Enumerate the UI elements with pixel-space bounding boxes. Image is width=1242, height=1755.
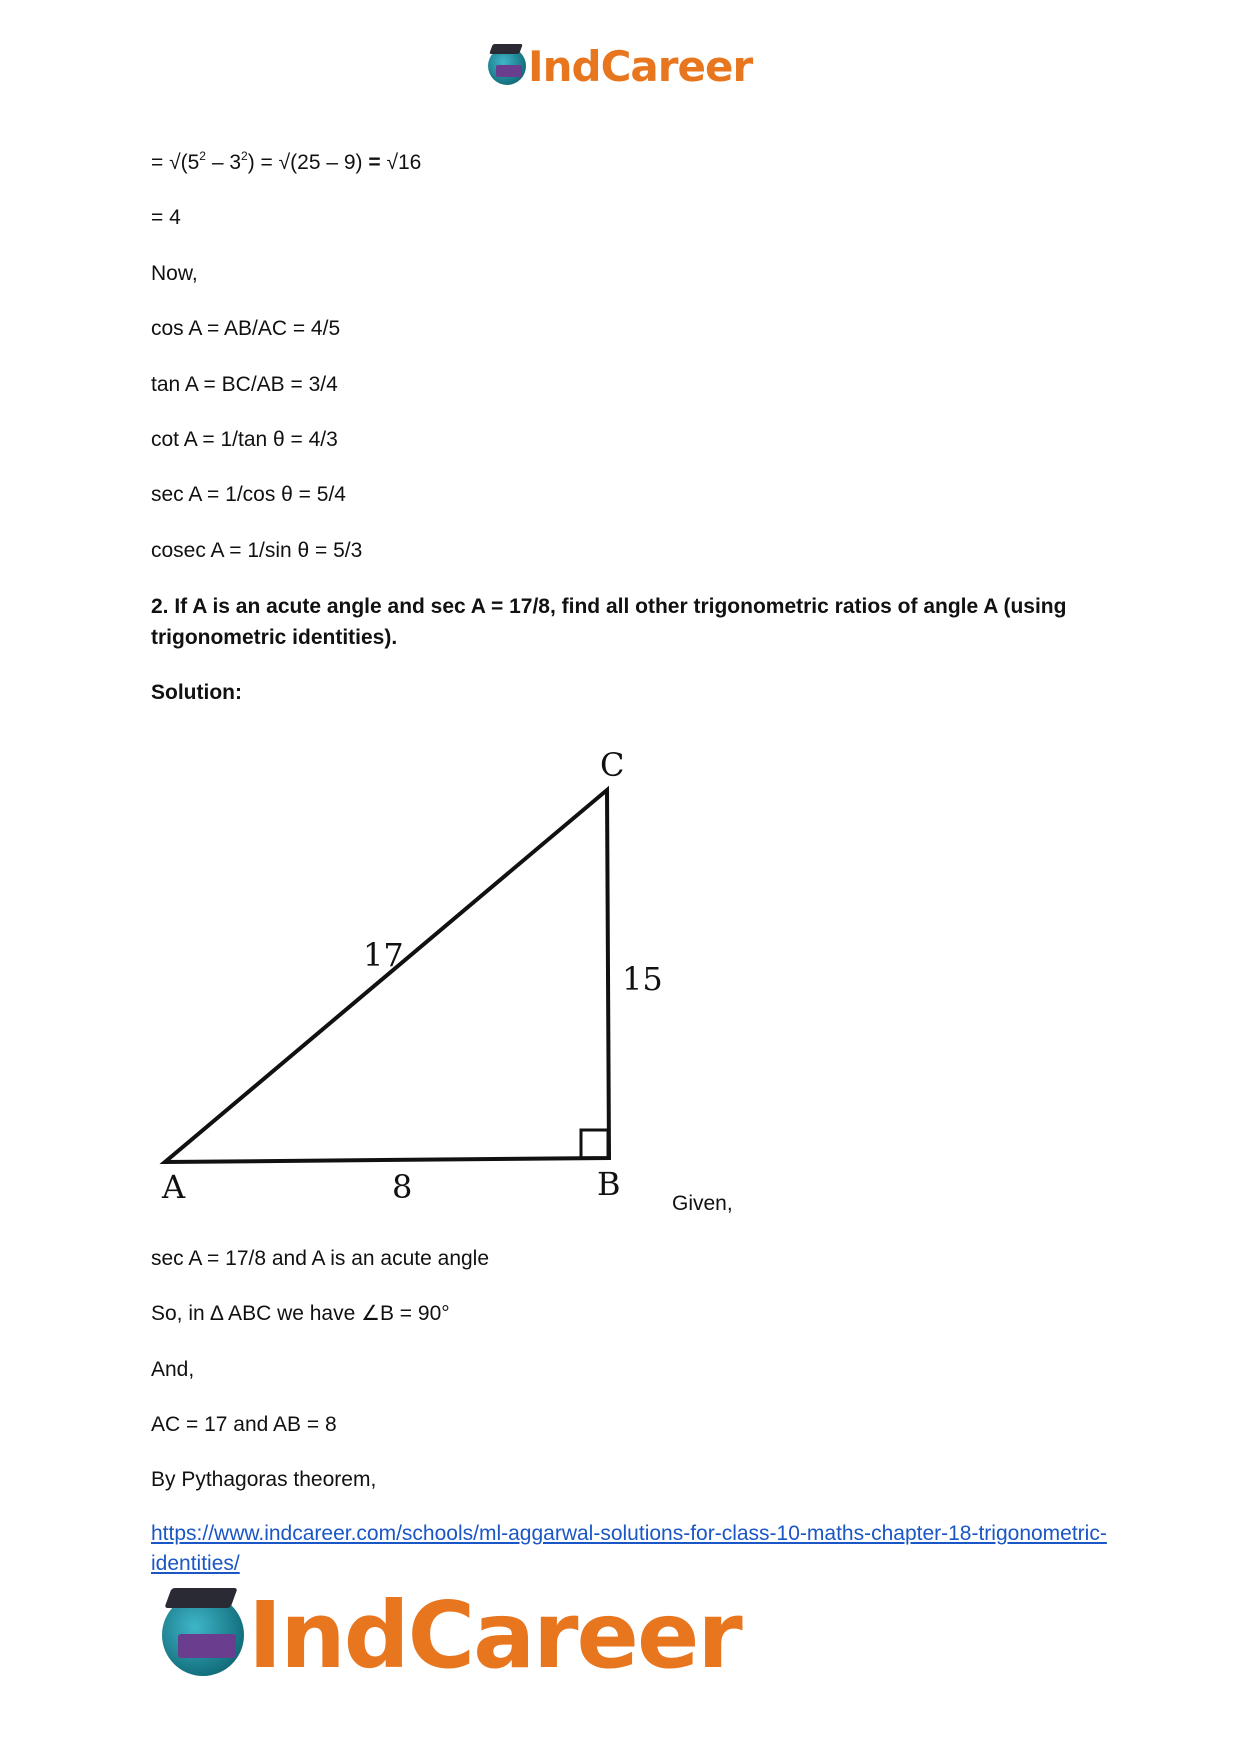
superscript: 2 bbox=[241, 149, 248, 163]
triangle-figure bbox=[150, 740, 670, 1210]
graduation-globe-icon bbox=[488, 47, 526, 85]
source-link[interactable]: https://www.indcareer.com/schools/ml-aggarwal-solutions-for-class-10-maths-chapter-18-trigonometric-identities/ bbox=[151, 1522, 1107, 1575]
and-label: And, bbox=[151, 1358, 195, 1381]
logo-text: IndCareer bbox=[248, 1581, 741, 1689]
equation-line-1 bbox=[151, 150, 421, 176]
vertex-b-label: B bbox=[597, 1165, 621, 1203]
tan-line: tan A = BC/AB = 3/4 bbox=[151, 373, 338, 396]
triangle-shape bbox=[165, 790, 609, 1162]
header-logo[interactable] bbox=[488, 40, 752, 92]
graduation-globe-icon bbox=[162, 1594, 244, 1676]
cosec-line: cosec A = 1/sin θ = 5/3 bbox=[151, 539, 363, 562]
side-ab-label: 8 bbox=[392, 1168, 413, 1206]
vertex-c-label: C bbox=[600, 746, 625, 784]
given-label: Given, bbox=[672, 1192, 733, 1215]
right-angle-marker bbox=[581, 1130, 608, 1158]
pythagoras-line: By Pythagoras theorem, bbox=[151, 1468, 377, 1491]
eq-part: = bbox=[368, 151, 381, 174]
superscript: 2 bbox=[199, 149, 206, 163]
equation-line-2: = 4 bbox=[151, 206, 181, 229]
angle-line: So, in ∆ ABC we have ∠B = 90° bbox=[151, 1302, 450, 1325]
eq-part: – 3 bbox=[205, 151, 242, 174]
cot-line: cot A = 1/tan θ = 4/3 bbox=[151, 428, 338, 451]
footer-logo[interactable] bbox=[162, 1581, 741, 1689]
eq-part: ) = √(25 – 9) bbox=[247, 151, 369, 174]
eq-part: = √(5 bbox=[151, 151, 200, 174]
side-bc-label: 15 bbox=[622, 960, 663, 998]
now-label: Now, bbox=[151, 262, 198, 285]
solution-label: Solution: bbox=[151, 681, 242, 704]
triangle-diagram bbox=[150, 740, 670, 1210]
question-text: 2. If A is an acute angle and sec A = 17/8, find all other trigonometric ratios of angle A (using trigonometric identities). bbox=[151, 595, 1067, 649]
eq-part: √16 bbox=[380, 151, 422, 174]
logo-text: IndCareer bbox=[528, 41, 753, 91]
side-ac-label: 17 bbox=[363, 936, 404, 974]
sides-line: AC = 17 and AB = 8 bbox=[151, 1413, 337, 1436]
cos-line: cos A = AB/AC = 4/5 bbox=[151, 317, 341, 340]
sec-line: sec A = 1/cos θ = 5/4 bbox=[151, 483, 346, 506]
vertex-a-label: A bbox=[162, 1168, 186, 1206]
given-line: sec A = 17/8 and A is an acute angle bbox=[151, 1247, 490, 1270]
